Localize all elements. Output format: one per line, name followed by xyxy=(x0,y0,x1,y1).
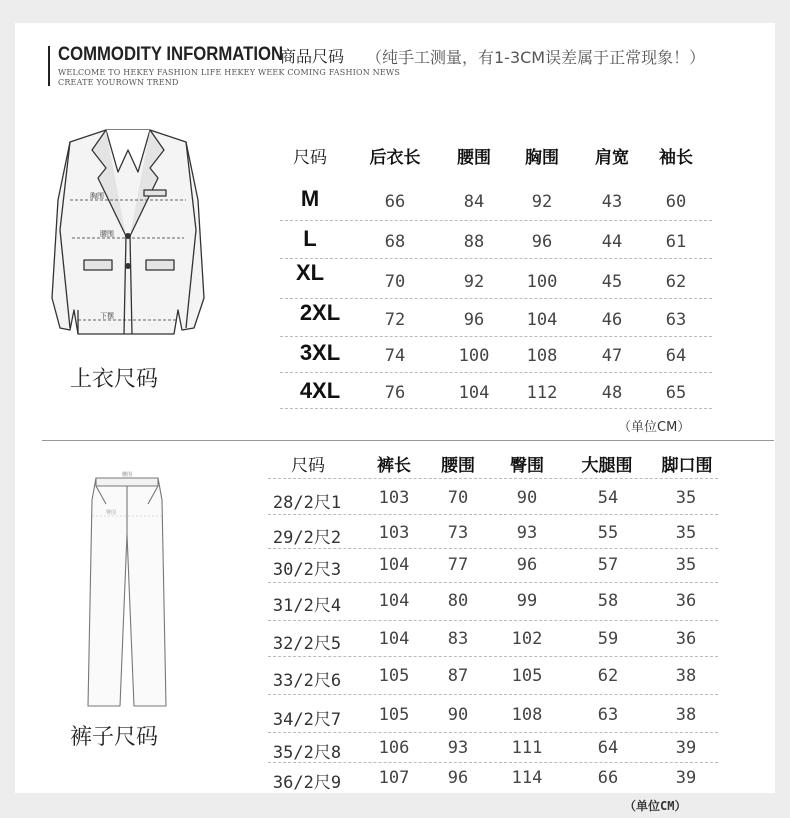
pants-size-cell: 36/2尺9 xyxy=(272,773,342,793)
row-divider xyxy=(280,298,712,299)
pants-cell: 58 xyxy=(597,591,619,611)
jacket-cell: 92 xyxy=(531,192,553,212)
jacket-cell: 88 xyxy=(463,232,485,252)
jacket-cell: 63 xyxy=(665,310,687,330)
jacket-hem-label: 下摆 xyxy=(100,312,114,320)
jacket-cell: 104 xyxy=(458,383,490,403)
pants-size-cell: 30/2尺3 xyxy=(272,560,342,580)
pants-cell: 90 xyxy=(447,705,469,725)
pants-cell: 104 xyxy=(378,555,410,575)
pants-size-cell: 28/2尺1 xyxy=(272,493,342,513)
pants-cell: 70 xyxy=(447,488,469,508)
jacket-waist-label: 腰围 xyxy=(100,230,114,238)
pants-size-cell: 34/2尺7 xyxy=(272,710,342,730)
pants-cell: 87 xyxy=(447,666,469,686)
pants-cell: 111 xyxy=(511,738,543,758)
pants-cell: 62 xyxy=(597,666,619,686)
pants-cell: 80 xyxy=(447,591,469,611)
pants-cell: 38 xyxy=(675,705,697,725)
jacket-col-chest: 胸围 xyxy=(525,148,559,168)
jacket-cell: 43 xyxy=(601,192,623,212)
jacket-size-cell: L xyxy=(303,226,317,251)
pants-cell: 57 xyxy=(597,555,619,575)
jacket-cell: 60 xyxy=(665,192,687,212)
jacket-cell: 112 xyxy=(526,383,558,403)
pants-cell: 64 xyxy=(597,738,619,758)
pants-cell: 73 xyxy=(447,523,469,543)
pants-cell: 35 xyxy=(675,555,697,575)
pants-cell: 105 xyxy=(511,666,543,686)
jacket-size-label: 上衣尺码 xyxy=(70,367,159,392)
pants-cell: 105 xyxy=(378,705,410,725)
pants-cell: 54 xyxy=(597,488,619,508)
jacket-unit-note: （单位CM） xyxy=(618,420,691,435)
subtitle-line-1: WELCOME TO HEKEY FASHION LIFE HEKEY WEEK COMING FASHION NEWS xyxy=(58,68,401,77)
pants-col-hip: 臀围 xyxy=(510,456,544,476)
pants-cell: 35 xyxy=(675,523,697,543)
row-divider xyxy=(268,582,718,583)
row-divider xyxy=(280,336,712,337)
row-divider xyxy=(268,620,718,621)
row-divider xyxy=(268,514,718,515)
jacket-cell: 104 xyxy=(526,310,558,330)
jacket-cell: 96 xyxy=(531,232,553,252)
jacket-size-cell: 3XL xyxy=(299,340,341,365)
row-divider xyxy=(268,762,718,763)
jacket-illustration xyxy=(48,120,208,345)
pants-cell: 83 xyxy=(447,629,469,649)
pants-col-size: 尺码 xyxy=(291,456,325,476)
row-divider xyxy=(280,372,712,373)
pants-cell: 93 xyxy=(516,523,538,543)
pants-cell: 114 xyxy=(511,768,543,788)
jacket-cell: 64 xyxy=(665,346,687,366)
jacket-size-cell: XL xyxy=(295,260,325,285)
jacket-chest-label: 胸围 xyxy=(90,192,104,200)
pants-col-leg-opening: 脚口围 xyxy=(661,456,713,476)
pants-cell: 36 xyxy=(675,629,697,649)
pants-size-cell: 32/2尺5 xyxy=(272,634,342,654)
measurement-note: （纯手工测量，有1-3CM误差属于正常现象！） xyxy=(366,48,706,67)
jacket-cell: 68 xyxy=(384,232,406,252)
pants-cell: 55 xyxy=(597,523,619,543)
pants-cell: 66 xyxy=(597,768,619,788)
jacket-cell: 100 xyxy=(526,272,558,292)
jacket-cell: 47 xyxy=(601,346,623,366)
pants-col-length: 裤长 xyxy=(377,456,411,476)
jacket-cell: 46 xyxy=(601,310,623,330)
pants-cell: 59 xyxy=(597,629,619,649)
jacket-cell: 74 xyxy=(384,346,406,366)
pants-cell: 106 xyxy=(378,738,410,758)
pants-waist-label: 腰围 xyxy=(122,472,133,478)
jacket-size-cell: 4XL xyxy=(299,378,341,403)
header-accent-bar xyxy=(48,46,50,86)
title-chinese: 商品尺码 xyxy=(280,47,345,66)
pants-cell: 104 xyxy=(378,591,410,611)
jacket-col-shoulder: 肩宽 xyxy=(595,148,629,168)
jacket-cell: 62 xyxy=(665,272,687,292)
pants-cell: 103 xyxy=(378,523,410,543)
pants-cell: 39 xyxy=(675,738,697,758)
row-divider xyxy=(268,548,718,549)
row-divider xyxy=(268,478,718,479)
pants-cell: 99 xyxy=(516,591,538,611)
pants-size-cell: 35/2尺8 xyxy=(272,743,342,763)
pants-cell: 105 xyxy=(378,666,410,686)
jacket-size-cell: M xyxy=(300,186,320,211)
pants-cell: 77 xyxy=(447,555,469,575)
jacket-button-bottom xyxy=(125,263,131,269)
pants-cell: 63 xyxy=(597,705,619,725)
pants-cell: 39 xyxy=(675,768,697,788)
jacket-cell: 84 xyxy=(463,192,485,212)
pants-size-label: 裤子尺码 xyxy=(70,725,159,750)
jacket-cell: 66 xyxy=(384,192,406,212)
section-divider xyxy=(42,440,774,441)
pants-cell: 96 xyxy=(516,555,538,575)
jacket-size-cell: 2XL xyxy=(299,300,341,325)
title-english: COMMODITY INFORMATION xyxy=(58,44,284,65)
jacket-cell: 44 xyxy=(601,232,623,252)
pants-cell: 102 xyxy=(511,629,543,649)
pants-hip-label: 臀围 xyxy=(106,510,117,516)
jacket-cell: 96 xyxy=(463,310,485,330)
row-divider xyxy=(268,656,718,657)
jacket-col-sleeve: 袖长 xyxy=(659,148,693,168)
jacket-cell: 100 xyxy=(458,346,490,366)
pants-cell: 93 xyxy=(447,738,469,758)
pants-cell: 90 xyxy=(516,488,538,508)
jacket-cell: 48 xyxy=(601,383,623,403)
jacket-col-size: 尺码 xyxy=(293,148,327,168)
pants-illustration xyxy=(82,470,172,710)
pants-size-cell: 33/2尺6 xyxy=(272,671,342,691)
jacket-cell: 76 xyxy=(384,383,406,403)
jacket-col-waist: 腰围 xyxy=(457,148,491,168)
row-divider xyxy=(268,732,718,733)
jacket-cell: 70 xyxy=(384,272,406,292)
pants-cell: 103 xyxy=(378,488,410,508)
pants-cell: 108 xyxy=(511,705,543,725)
row-divider xyxy=(280,258,712,259)
pants-col-thigh: 大腿围 xyxy=(581,456,633,476)
row-divider xyxy=(280,408,712,409)
jacket-cell: 65 xyxy=(665,383,687,403)
pants-size-cell: 29/2尺2 xyxy=(272,528,342,548)
row-divider xyxy=(280,220,712,221)
jacket-cell: 108 xyxy=(526,346,558,366)
jacket-col-back-length: 后衣长 xyxy=(369,148,421,168)
row-divider xyxy=(268,694,718,695)
subtitle-line-2: CREATE YOUROWN TREND xyxy=(58,78,179,87)
pants-cell: 104 xyxy=(378,629,410,649)
pants-col-waist: 腰围 xyxy=(441,456,475,476)
jacket-cell: 72 xyxy=(384,310,406,330)
pants-unit-note: （单位CM） xyxy=(624,799,687,813)
pants-cell: 38 xyxy=(675,666,697,686)
jacket-cell: 45 xyxy=(601,272,623,292)
pants-cell: 107 xyxy=(378,768,410,788)
pants-cell: 36 xyxy=(675,591,697,611)
jacket-cell: 92 xyxy=(463,272,485,292)
pants-cell: 96 xyxy=(447,768,469,788)
pants-cell: 35 xyxy=(675,488,697,508)
pants-size-cell: 31/2尺4 xyxy=(272,596,342,616)
jacket-cell: 61 xyxy=(665,232,687,252)
